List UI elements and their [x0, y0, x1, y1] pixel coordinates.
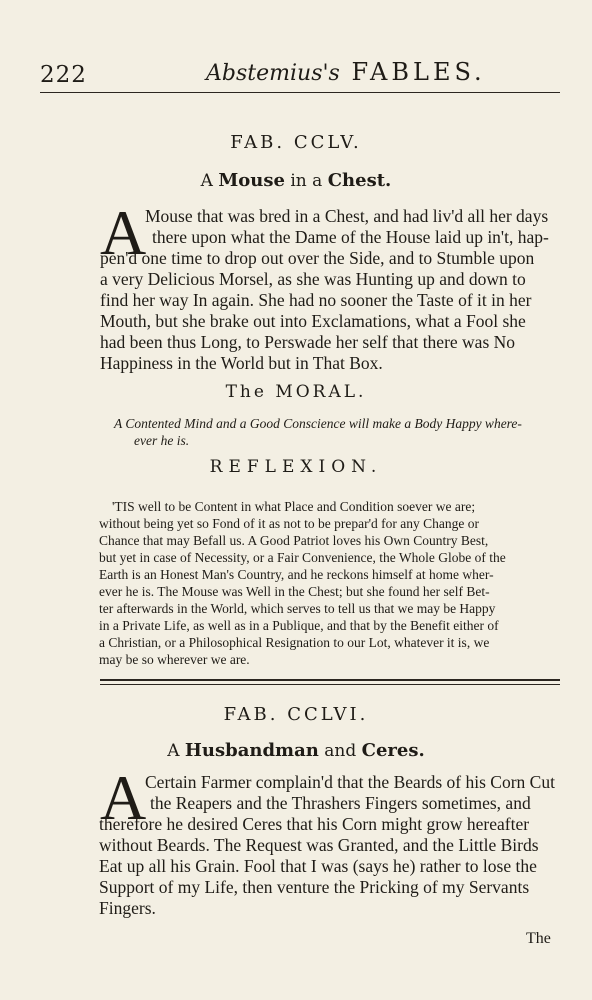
reflexion-line: ever he is. The Mouse was Well in the Chest; but she found her self Bet-: [99, 584, 490, 599]
reflexion-line: a Christian, or a Philosophical Resignation to our Lot, whatever it is, we: [99, 635, 490, 650]
reflexion-line: ter afterwards in the World, which serves to tell us that we may be Happy: [99, 601, 496, 616]
running-header: [40, 58, 560, 92]
title-connector: in a: [290, 171, 323, 191]
title-subject: Mouse: [218, 170, 285, 191]
reflexion-line: Earth is an Honest Man's Country, and he reckons himself at home wher-: [99, 567, 494, 582]
fable-title: [0, 740, 592, 761]
title-object: Ceres.: [361, 740, 425, 761]
fable-text-line: a very Delicious Morsel, as she was Hunting up and down to: [100, 269, 526, 289]
reflexion-line: Chance that may Befall us. A Good Patriot loves his Own Country Best,: [99, 533, 489, 548]
reflexion-line: but yet in case of Necessity, or a Fair Convenience, the Whole Globe of the: [99, 550, 506, 565]
fable-text-line: Support of my Life, then venture the Pricking of my Servants: [99, 877, 530, 897]
reflexion-line: may be so wherever we are.: [99, 652, 250, 667]
fable-text-line: the Reapers and the Thrashers Fingers sometimes, and: [150, 793, 531, 813]
fable-number: FAB. CCLVI.: [223, 704, 369, 725]
fable-title: [0, 170, 592, 191]
fable-text-line: there upon what the Dame of the House laid up in't, hap-: [152, 227, 549, 247]
fable-text-line: find her way In again. She had no sooner the Taste of it in her: [100, 290, 532, 310]
title-connector: and: [324, 741, 357, 761]
fable-text-line: had been thus Long, to Perswade her self that there was No: [100, 332, 516, 352]
title-subject: Husbandman: [184, 740, 319, 761]
title-object: Chest.: [327, 170, 392, 191]
reflexion-line: in a Private Life, as well as in a Publique, and that by the Benefit either of: [99, 618, 499, 633]
page-number: 222: [40, 62, 87, 88]
title-article: A: [200, 171, 213, 191]
drop-cap: A: [100, 762, 147, 833]
fable-text-line: Mouth, but she brake out into Exclamations, what a Fool she: [100, 311, 526, 331]
fable-text-line: therefore he desired Ceres that his Corn might grow hereafter: [99, 814, 530, 834]
drop-cap: A: [100, 197, 147, 268]
title-article: A: [167, 741, 180, 761]
moral-heading: The MORAL.: [225, 382, 367, 402]
reflexion-line: 'TIS well to be Content in what Place and Condition soever we are;: [112, 499, 476, 514]
fable-text-line: Fingers.: [99, 898, 156, 918]
running-title: [206, 58, 486, 86]
moral-text-line: A Contented Mind and a Good Conscience will make a Body Happy where-: [114, 416, 522, 431]
moral-text-line: ever he is.: [134, 433, 190, 448]
running-title-fables: FABLES.: [351, 58, 486, 86]
fable-text-line: pen'd one time to drop out over the Side, and to Stumble upon: [100, 248, 535, 268]
reflexion-line: without being yet so Fond of it as not to be prepar'd for any Change or: [99, 516, 479, 531]
reflexion-heading: REFLEXION.: [209, 457, 383, 477]
fable-number: FAB. CCLV.: [230, 132, 362, 153]
fable-text-line: without Beards. The Request was Granted, and the Little Birds: [99, 835, 539, 855]
catchword: The: [526, 930, 551, 947]
header-rule: [40, 92, 560, 93]
section-divider: [100, 679, 560, 685]
fable-text-line: Certain Farmer complain'd that the Beards of his Corn Cut: [145, 772, 555, 792]
fable-text-line: Eat up all his Grain. Fool that I was (says he) rather to lose the: [99, 856, 537, 876]
fable-text-line: Mouse that was bred in a Chest, and had liv'd all her days: [145, 206, 549, 226]
fable-text-line: Happiness in the World but in That Box.: [100, 353, 383, 373]
running-title-author: Abstemius's: [206, 61, 340, 86]
